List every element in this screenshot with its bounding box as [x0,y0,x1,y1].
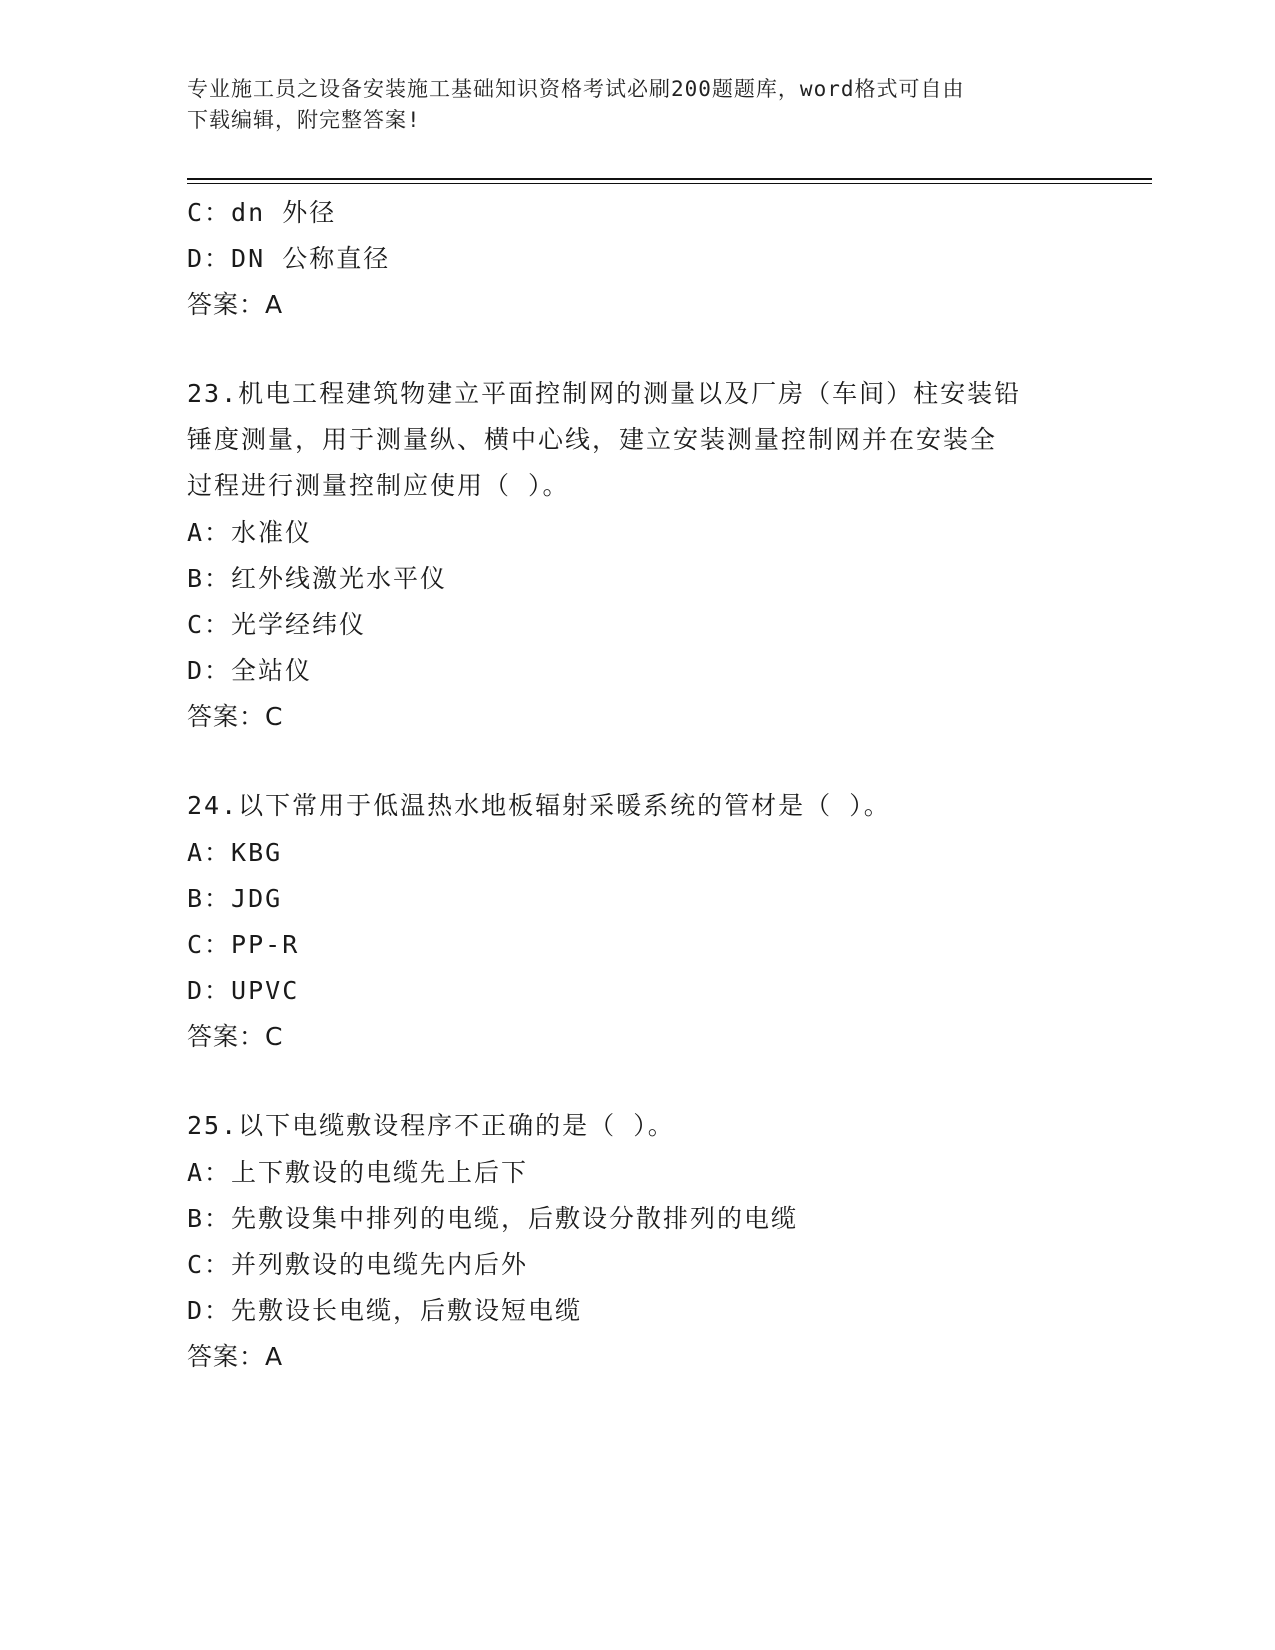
page-header [187,74,1087,136]
question-text-line: 23.机电工程建筑物建立平面控制网的测量以及厂房（车间）柱安装铅 [187,379,1022,408]
option-a: A：上下敷设的电缆先上后下 [187,1158,529,1187]
option-a: A：KBG [187,838,283,867]
header-divider-thick [187,178,1152,180]
header-line-2: 下载编辑，附完整答案! [187,108,421,132]
answer-line: 答案：A [187,1342,284,1371]
spacer [187,328,1087,372]
header-divider-thin [187,183,1152,184]
prev-question-block [187,190,1087,328]
spacer [187,740,1087,784]
header-line-1: 专业施工员之设备安装施工基础知识资格考试必刷200题题库，word格式可自由 [187,77,965,101]
question-text-line: 过程进行测量控制应使用（ ）。 [187,471,570,500]
question-text-line: 25.以下电缆敷设程序不正确的是（ ）。 [187,1111,675,1140]
option-d: D：DN 公称直径 [187,244,391,273]
option-c: C：光学经纬仪 [187,610,367,639]
option-d: D：全站仪 [187,656,313,685]
question-25-block [187,1104,1087,1380]
option-c: C：dn 外径 [187,198,337,227]
question-text-line: 24.以下常用于低温热水地板辐射采暖系统的管材是（ ）。 [187,791,891,820]
option-d: D：先敷设长电缆，后敷设短电缆 [187,1296,583,1325]
spacer [187,1060,1087,1104]
question-24-block [187,784,1087,1060]
question-text-line: 锤度测量，用于测量纵、横中心线，建立安装测量控制网并在安装全 [187,425,998,454]
question-content [187,190,1087,1380]
answer-line: 答案：A [187,290,284,319]
option-c: C：并列敷设的电缆先内后外 [187,1250,529,1279]
option-b: B：JDG [187,884,283,913]
option-a: A：水准仪 [187,518,313,547]
option-b: B：先敷设集中排列的电缆，后敷设分散排列的电缆 [187,1204,799,1233]
answer-line: 答案：C [187,1022,284,1051]
option-b: B：红外线激光水平仪 [187,564,448,593]
option-c: C：PP-R [187,930,300,959]
question-23-block [187,372,1087,740]
answer-line: 答案：C [187,702,284,731]
option-d: D：UPVC [187,976,300,1005]
